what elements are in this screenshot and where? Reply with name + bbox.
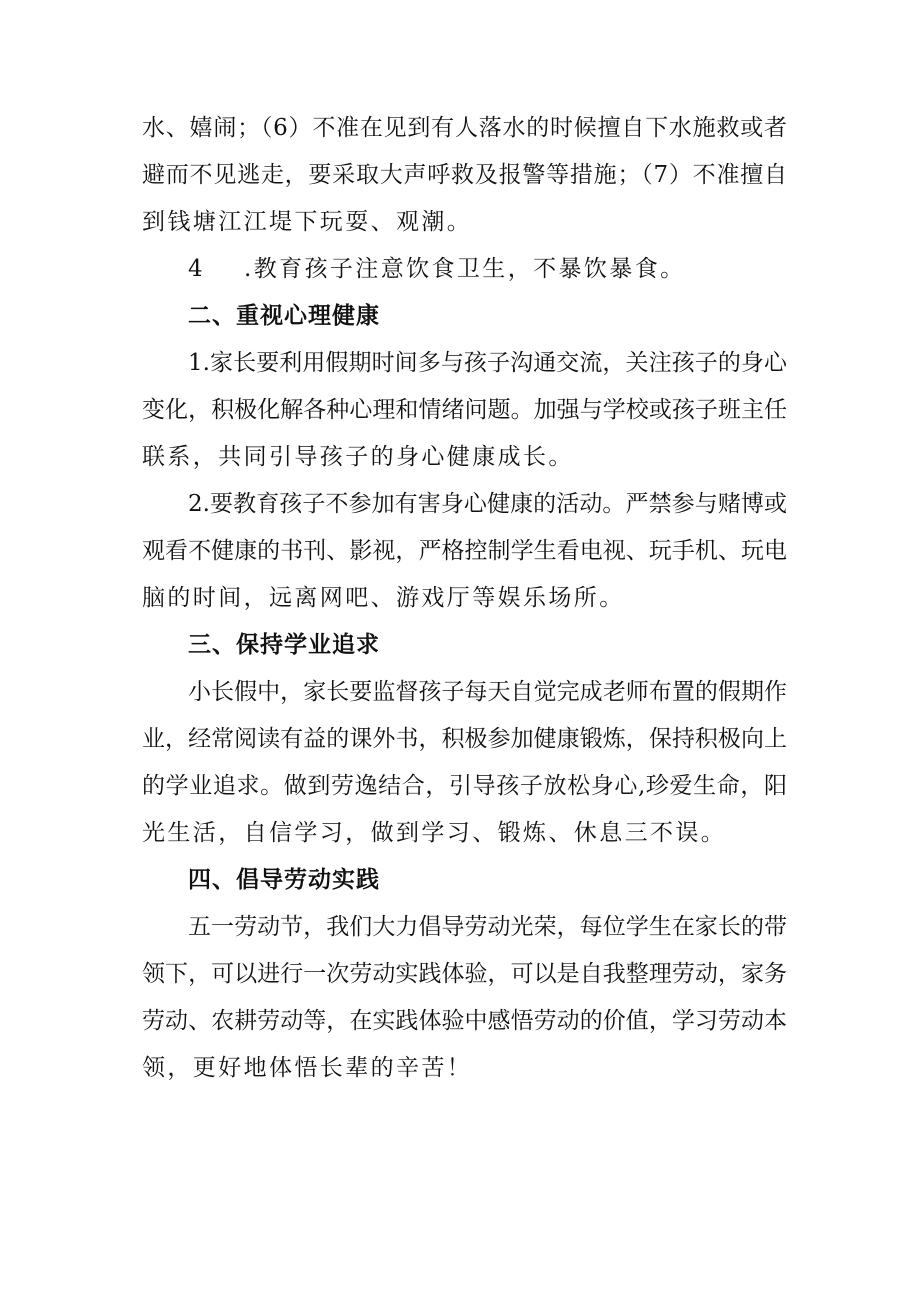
- paragraph-mental-health-2: [142, 481, 787, 622]
- text-line: 劳动、农耕劳动等，在实践体验中感悟劳动的价值，学习劳动本: [142, 1008, 787, 1034]
- paragraph-academic: [142, 669, 787, 857]
- section-heading-academic: 三、保持学业追求: [188, 632, 380, 658]
- list-item-4: [142, 246, 787, 293]
- text-line: 的学业追求。做到劳逸结合，引导孩子放松身心,珍爱生命，阳: [142, 773, 787, 799]
- text-line: 小长假中，家长要监督孩子每天自觉完成老师布置的假期作: [188, 679, 787, 705]
- text-line: 领下，可以进行一次劳动实践体验，可以是自我整理劳动，家务: [142, 961, 787, 987]
- text-line: 观看不健康的书刊、影视，严格控制学生看电视、玩手机、玩电: [142, 538, 787, 564]
- text-line: 脑的时间，远离网吧、游戏厅等娱乐场所。: [142, 585, 625, 611]
- list-item-number: 4: [188, 256, 206, 282]
- text-line: 水、嬉闹；（6）不准在见到有人落水的时候擅自下水施救或者: [142, 115, 787, 141]
- list-item-text: .教育孩子注意饮食卫生，不暴饮暴食。: [244, 256, 686, 282]
- text-line: 五一劳动节，我们大力倡导劳动光荣，每位学生在家长的带: [188, 914, 787, 940]
- text-line: 变化，积极化解各种心理和情绪问题。加强与学校或孩子班主任: [142, 397, 787, 423]
- paragraph-labor: [142, 904, 787, 1092]
- text-line: 领，更好地体悟长辈的辛苦！: [142, 1055, 473, 1081]
- text-line: 业，经常阅读有益的课外书，积极参加健康锻炼，保持积极向上: [142, 726, 787, 752]
- text-line: 联系，共同引导孩子的身心健康成长。: [142, 444, 574, 470]
- paragraph-carryover: [142, 105, 787, 246]
- text-line: 1.家长要利用假期时间多与孩子沟通交流，关注孩子的身心: [188, 350, 787, 376]
- text-line: 2.要教育孩子不参加有害身心健康的活动。严禁参与赌博或: [188, 491, 787, 517]
- paragraph-mental-health-1: [142, 340, 787, 481]
- document-page: [142, 105, 787, 1092]
- text-line: 避而不见逃走，要采取大声呼救及报警等措施；（7）不准擅自: [142, 162, 787, 188]
- text-line: 光生活，自信学习，做到学习、锻炼、休息三不误。: [142, 820, 727, 846]
- section-heading-mental-health: 二、重视心理健康: [188, 303, 380, 329]
- section-heading-labor: 四、倡导劳动实践: [188, 867, 380, 893]
- text-line: 到钱塘江江堤下玩耍、观潮。: [142, 209, 473, 235]
